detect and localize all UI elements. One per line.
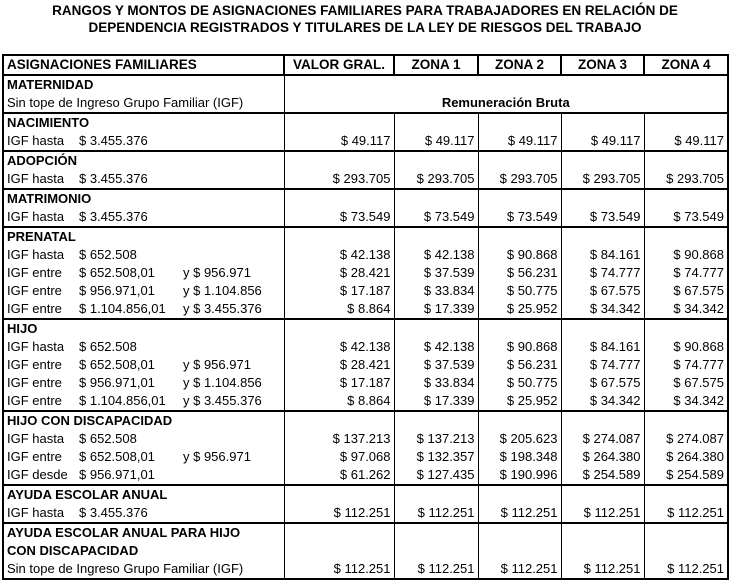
value-zona-4: $ 74.777	[644, 356, 728, 374]
row-label	[3, 448, 284, 466]
value-zona-1: $ 137.213	[394, 430, 478, 448]
value-zona-1: $ 293.705	[394, 170, 478, 189]
row-range-from: $ 652.508,01	[79, 449, 155, 464]
row-range-from: $ 956.971,01	[79, 467, 155, 482]
row-label	[3, 94, 284, 113]
section-title-row	[3, 542, 728, 560]
empty-cell	[478, 411, 561, 430]
row-range-from: $ 1.104.856,01	[79, 393, 166, 408]
empty-cell	[478, 485, 561, 504]
empty-cell	[478, 189, 561, 208]
empty-cell	[561, 227, 644, 246]
table-row	[3, 208, 728, 227]
empty-cell	[561, 411, 644, 430]
value-zona-1: $ 17.339	[394, 392, 478, 411]
table-row	[3, 264, 728, 282]
empty-cell	[394, 189, 478, 208]
row-range-from: $ 3.455.376	[79, 505, 148, 520]
row-label-text: Sin tope de Ingreso Grupo Familiar (IGF)	[7, 95, 244, 110]
value-zona-2: $ 198.348	[478, 448, 561, 466]
row-range-to: y $ 956.971	[183, 449, 251, 464]
title-line-2: DEPENDENCIA REGISTRADOS Y TITULARES DE LA LEY DE RIESGOS DEL TRABAJO	[88, 20, 642, 35]
row-label	[3, 170, 284, 189]
value-zona-3: $ 74.777	[561, 356, 644, 374]
row-condition: IGF hasta	[7, 339, 65, 354]
value-general: $ 137.213	[284, 430, 394, 448]
table-row	[3, 560, 728, 579]
table-row	[3, 132, 728, 151]
value-general: $ 28.421	[284, 264, 394, 282]
value-zona-3: $ 34.342	[561, 392, 644, 411]
table-row	[3, 170, 728, 189]
value-zona-2: $ 112.251	[478, 504, 561, 523]
row-range-to: y $ 3.455.376	[183, 301, 262, 316]
empty-cell	[284, 319, 394, 338]
value-zona-3: $ 74.777	[561, 264, 644, 282]
row-label	[3, 246, 284, 264]
section-title-row	[3, 523, 728, 542]
header-valor-gral: VALOR GRAL.	[284, 55, 394, 75]
row-condition: IGF hasta	[7, 247, 65, 262]
value-zona-2: $ 90.868	[478, 246, 561, 264]
empty-cell	[394, 523, 478, 542]
row-label	[3, 504, 284, 523]
value-zona-3: $ 34.342	[561, 300, 644, 319]
value-zona-2: $ 205.623	[478, 430, 561, 448]
empty-cell	[394, 542, 478, 560]
section-title: NACIMIENTO	[3, 113, 284, 132]
table-body	[3, 75, 728, 579]
empty-cell	[561, 151, 644, 170]
empty-cell	[561, 523, 644, 542]
value-general: $ 42.138	[284, 338, 394, 356]
row-condition: IGF entre	[7, 375, 62, 390]
value-zona-4: $ 293.705	[644, 170, 728, 189]
empty-cell	[561, 113, 644, 132]
row-range-from: $ 652.508,01	[79, 357, 155, 372]
row-condition: IGF hasta	[7, 209, 65, 224]
row-label	[3, 560, 284, 579]
value-general: $ 49.117	[284, 132, 394, 151]
value-zona-3: $ 293.705	[561, 170, 644, 189]
table-row	[3, 246, 728, 264]
empty-cell	[394, 411, 478, 430]
merged-value-cell: Remuneración Bruta	[284, 75, 728, 113]
value-zona-2: $ 73.549	[478, 208, 561, 227]
section-title: MATERNIDAD	[3, 75, 284, 94]
value-zona-4: $ 74.777	[644, 264, 728, 282]
section-title-row	[3, 411, 728, 430]
section-title: AYUDA ESCOLAR ANUAL	[3, 485, 284, 504]
value-zona-2: $ 190.996	[478, 466, 561, 485]
value-general: $ 8.864	[284, 392, 394, 411]
value-zona-4: $ 67.575	[644, 282, 728, 300]
section-title-row	[3, 189, 728, 208]
value-general: $ 61.262	[284, 466, 394, 485]
table-row	[3, 392, 728, 411]
empty-cell	[284, 189, 394, 208]
empty-cell	[478, 113, 561, 132]
empty-cell	[284, 523, 394, 542]
document-title	[0, 2, 730, 36]
value-zona-3: $ 254.589	[561, 466, 644, 485]
section-title: PRENATAL	[3, 227, 284, 246]
value-zona-4: $ 90.868	[644, 246, 728, 264]
value-general: $ 17.187	[284, 282, 394, 300]
row-range-from: $ 1.104.856,01	[79, 301, 166, 316]
empty-cell	[284, 542, 394, 560]
row-condition: IGF entre	[7, 393, 62, 408]
empty-cell	[478, 319, 561, 338]
value-zona-3: $ 84.161	[561, 338, 644, 356]
empty-cell	[644, 319, 728, 338]
value-zona-1: $ 37.539	[394, 356, 478, 374]
table-row	[3, 466, 728, 485]
row-range-from: $ 956.971,01	[79, 375, 155, 390]
value-zona-4: $ 90.868	[644, 338, 728, 356]
value-general: $ 97.068	[284, 448, 394, 466]
value-zona-1: $ 42.138	[394, 246, 478, 264]
section-title-row	[3, 151, 728, 170]
table-header-row	[3, 55, 728, 75]
row-label	[3, 392, 284, 411]
value-zona-2: $ 25.952	[478, 300, 561, 319]
allowances-table	[2, 54, 729, 580]
empty-cell	[644, 411, 728, 430]
value-general: $ 73.549	[284, 208, 394, 227]
row-range-from: $ 652.508	[79, 247, 137, 262]
row-range-to: y $ 1.104.856	[183, 283, 262, 298]
table-row	[3, 374, 728, 392]
section-title: HIJO	[3, 319, 284, 338]
title-line-1: RANGOS Y MONTOS DE ASIGNACIONES FAMILIARES PARA TRABAJADORES EN RELACIÓN DE	[52, 3, 678, 18]
row-range-from: $ 3.455.376	[79, 171, 148, 186]
value-zona-3: $ 67.575	[561, 374, 644, 392]
row-condition: IGF entre	[7, 449, 62, 464]
value-zona-4: $ 264.380	[644, 448, 728, 466]
table-row	[3, 338, 728, 356]
value-zona-2: $ 293.705	[478, 170, 561, 189]
section-title: MATRIMONIO	[3, 189, 284, 208]
empty-cell	[644, 523, 728, 542]
value-zona-4: $ 112.251	[644, 560, 728, 579]
value-general: $ 112.251	[284, 560, 394, 579]
value-zona-2: $ 49.117	[478, 132, 561, 151]
empty-cell	[561, 319, 644, 338]
row-condition: IGF entre	[7, 265, 62, 280]
value-zona-4: $ 49.117	[644, 132, 728, 151]
empty-cell	[478, 523, 561, 542]
section-title: AYUDA ESCOLAR ANUAL PARA HIJO	[3, 523, 284, 542]
value-zona-3: $ 274.087	[561, 430, 644, 448]
empty-cell	[394, 113, 478, 132]
table-row	[3, 356, 728, 374]
empty-cell	[284, 485, 394, 504]
section-title-row	[3, 75, 728, 94]
value-zona-1: $ 37.539	[394, 264, 478, 282]
value-zona-3: $ 73.549	[561, 208, 644, 227]
value-zona-3: $ 112.251	[561, 560, 644, 579]
value-general: $ 28.421	[284, 356, 394, 374]
value-zona-2: $ 90.868	[478, 338, 561, 356]
empty-cell	[284, 113, 394, 132]
header-zona-4: ZONA 4	[644, 55, 728, 75]
empty-cell	[394, 485, 478, 504]
value-zona-4: $ 254.589	[644, 466, 728, 485]
row-condition: IGF hasta	[7, 171, 65, 186]
empty-cell	[644, 542, 728, 560]
row-range-to: y $ 956.971	[183, 265, 251, 280]
row-label	[3, 374, 284, 392]
empty-cell	[284, 227, 394, 246]
section-title: CON DISCAPACIDAD	[3, 542, 284, 560]
value-zona-3: $ 84.161	[561, 246, 644, 264]
row-range-to: y $ 956.971	[183, 357, 251, 372]
value-zona-1: $ 17.339	[394, 300, 478, 319]
empty-cell	[284, 411, 394, 430]
table-row	[3, 300, 728, 319]
empty-cell	[394, 319, 478, 338]
row-range-to: y $ 1.104.856	[183, 375, 262, 390]
value-zona-4: $ 274.087	[644, 430, 728, 448]
empty-cell	[478, 227, 561, 246]
value-zona-4: $ 34.342	[644, 300, 728, 319]
row-label	[3, 282, 284, 300]
section-title-row	[3, 319, 728, 338]
row-condition: IGF entre	[7, 357, 62, 372]
row-range-from: $ 652.508	[79, 339, 137, 354]
value-zona-4: $ 34.342	[644, 392, 728, 411]
value-zona-4: $ 112.251	[644, 504, 728, 523]
value-zona-3: $ 264.380	[561, 448, 644, 466]
value-zona-1: $ 33.834	[394, 374, 478, 392]
table-row	[3, 282, 728, 300]
row-condition: IGF hasta	[7, 505, 65, 520]
row-range-from: $ 956.971,01	[79, 283, 155, 298]
row-condition: IGF entre	[7, 283, 62, 298]
empty-cell	[644, 227, 728, 246]
table-row	[3, 448, 728, 466]
value-zona-1: $ 73.549	[394, 208, 478, 227]
value-general: $ 8.864	[284, 300, 394, 319]
value-zona-3: $ 49.117	[561, 132, 644, 151]
row-range-from: $ 652.508	[79, 431, 137, 446]
header-zona-3: ZONA 3	[561, 55, 644, 75]
header-label: ASIGNACIONES FAMILIARES	[3, 55, 284, 75]
value-zona-2: $ 50.775	[478, 282, 561, 300]
section-title-row	[3, 227, 728, 246]
row-label-text: Sin tope de Ingreso Grupo Familiar (IGF)	[7, 561, 244, 576]
empty-cell	[394, 227, 478, 246]
section-title: HIJO CON DISCAPACIDAD	[3, 411, 284, 430]
row-range-from: $ 3.455.376	[79, 133, 148, 148]
value-zona-1: $ 49.117	[394, 132, 478, 151]
value-zona-4: $ 73.549	[644, 208, 728, 227]
row-label	[3, 208, 284, 227]
empty-cell	[561, 542, 644, 560]
section-title-row	[3, 113, 728, 132]
row-condition: IGF hasta	[7, 133, 65, 148]
row-range-from: $ 652.508,01	[79, 265, 155, 280]
empty-cell	[644, 113, 728, 132]
value-zona-2: $ 25.952	[478, 392, 561, 411]
row-label	[3, 430, 284, 448]
section-title: ADOPCIÓN	[3, 151, 284, 170]
value-zona-1: $ 112.251	[394, 504, 478, 523]
value-general: $ 293.705	[284, 170, 394, 189]
empty-cell	[478, 542, 561, 560]
value-general: $ 42.138	[284, 246, 394, 264]
row-range-from: $ 3.455.376	[79, 209, 148, 224]
empty-cell	[561, 485, 644, 504]
row-condition: IGF hasta	[7, 431, 65, 446]
row-label	[3, 264, 284, 282]
row-label	[3, 300, 284, 319]
value-zona-1: $ 112.251	[394, 560, 478, 579]
table-row	[3, 504, 728, 523]
row-label	[3, 132, 284, 151]
table-row	[3, 430, 728, 448]
empty-cell	[561, 189, 644, 208]
empty-cell	[394, 151, 478, 170]
header-zona-1: ZONA 1	[394, 55, 478, 75]
row-label	[3, 356, 284, 374]
value-zona-1: $ 33.834	[394, 282, 478, 300]
value-general: $ 17.187	[284, 374, 394, 392]
empty-cell	[644, 151, 728, 170]
value-general: $ 112.251	[284, 504, 394, 523]
empty-cell	[284, 151, 394, 170]
value-zona-1: $ 132.357	[394, 448, 478, 466]
row-condition: IGF entre	[7, 301, 62, 316]
row-condition: IGF desde	[7, 467, 68, 482]
value-zona-1: $ 42.138	[394, 338, 478, 356]
header-zona-2: ZONA 2	[478, 55, 561, 75]
row-label	[3, 466, 284, 485]
empty-cell	[478, 151, 561, 170]
value-zona-2: $ 56.231	[478, 356, 561, 374]
value-zona-2: $ 112.251	[478, 560, 561, 579]
section-title-row	[3, 485, 728, 504]
value-zona-4: $ 67.575	[644, 374, 728, 392]
empty-cell	[644, 189, 728, 208]
row-range-to: y $ 3.455.376	[183, 393, 262, 408]
value-zona-2: $ 56.231	[478, 264, 561, 282]
value-zona-3: $ 67.575	[561, 282, 644, 300]
empty-cell	[644, 485, 728, 504]
value-zona-2: $ 50.775	[478, 374, 561, 392]
value-zona-1: $ 127.435	[394, 466, 478, 485]
value-zona-3: $ 112.251	[561, 504, 644, 523]
row-label	[3, 338, 284, 356]
